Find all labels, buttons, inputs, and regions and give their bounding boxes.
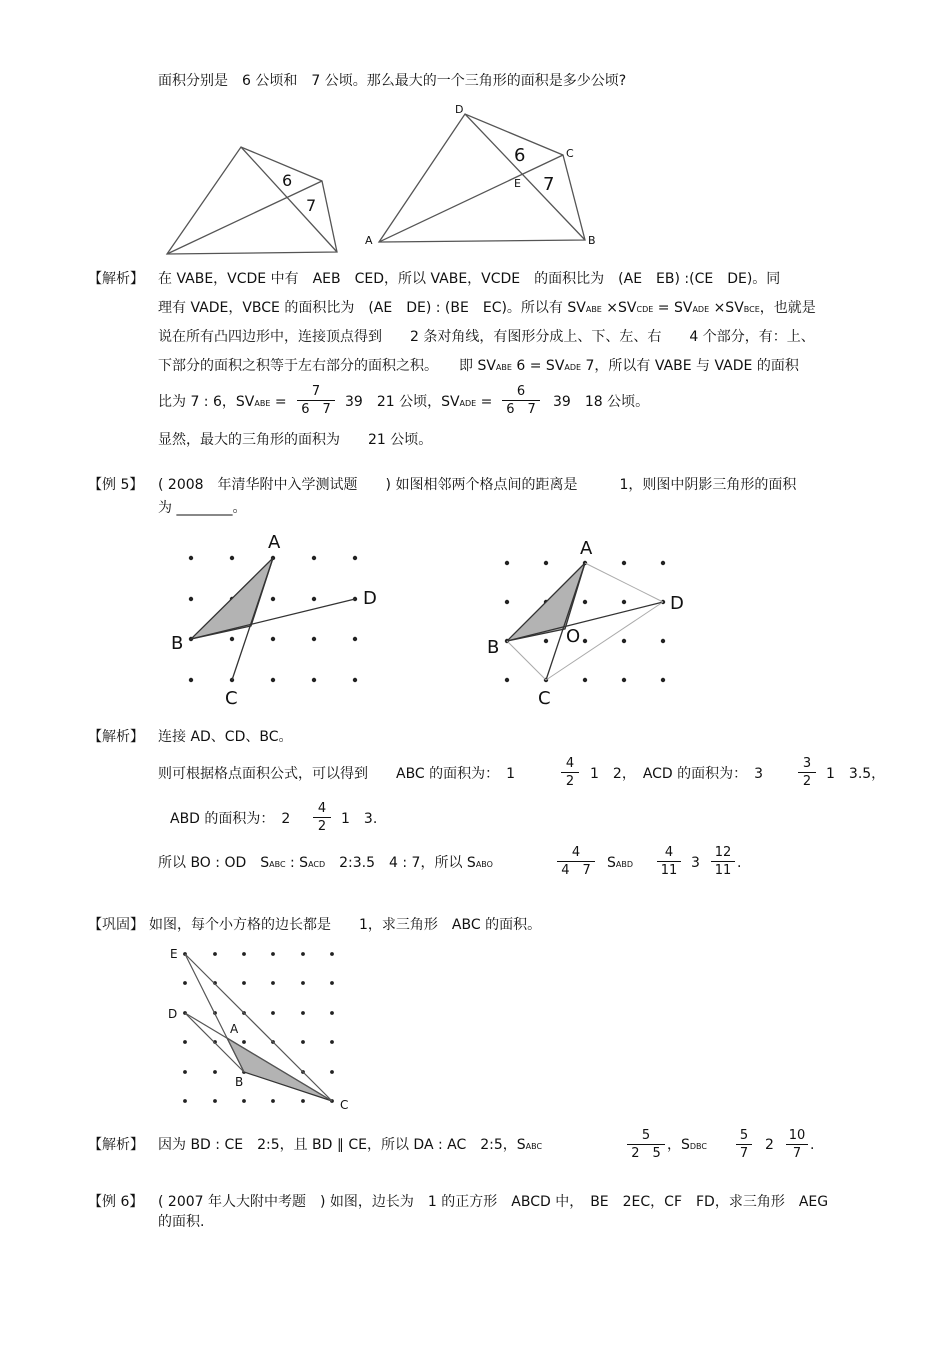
solution3-line1d: .	[810, 1137, 815, 1153]
fig1-right-label-6: 6	[514, 145, 526, 166]
solution1-line1: 在 VABE，VCDE 中有 AEB CED，所以 VABE，VCDE 的面积比为 (AE EB) :(CE DE)。同	[158, 271, 781, 287]
example5-tag: 【例 5】	[88, 477, 144, 493]
solution1-line3: 说在所有凸四边形中，连接顶点得到 2 条对角线，有图形分成上、下、左、右 4 个部分，有：上、	[158, 329, 815, 345]
fig2-right-label-C: C	[538, 688, 551, 709]
solution3-fraction-5-over-7b: 5 7	[736, 1128, 752, 1161]
solution2-line4-three: 3	[691, 855, 700, 871]
fig3-label-E: E	[170, 947, 178, 961]
solution2-line2b: 1 2， ACD 的面积为： 3	[590, 766, 764, 782]
fig2-right-label-A: A	[580, 538, 593, 559]
solution2-line1: 连接 AD、CD、BC。	[158, 729, 293, 745]
fig1-left-label-7: 7	[306, 196, 317, 215]
solution1-line5-mid: 39 21 公顷，SVADE =	[345, 394, 493, 410]
fig2-left-label-A: A	[268, 532, 281, 553]
fig1-right-label-7: 7	[543, 174, 555, 195]
example6-tag: 【例 6】	[88, 1194, 144, 1210]
solution2-fraction-4-over-11: 4 11	[657, 845, 681, 878]
solution2-fraction-acd: 3 2	[798, 756, 816, 789]
fig2-left-label-D: D	[363, 588, 377, 609]
fig1-right-label-A: A	[365, 234, 373, 247]
fig3-label-B: B	[235, 1075, 244, 1089]
solution2-line3a: ABD 的面积为： 2	[170, 811, 291, 827]
solution1-fraction-6-over-13: 6 6 7	[502, 384, 540, 417]
solution3-fraction-10-over-7: 10 7	[786, 1128, 808, 1161]
solution3-tag: 【解析】	[88, 1137, 144, 1153]
solution2-fraction-12-over-11: 12 11	[711, 845, 735, 878]
fig2-left-label-C: C	[225, 688, 238, 709]
solution3-fraction-5-over-7: 5 2 5	[627, 1128, 665, 1161]
fig1-left-label-6: 6	[282, 171, 293, 190]
intro-text: 面积分别是 6 公顷和 7 公顷。那么最大的一个三角形的面积是多少公顷?	[158, 73, 627, 89]
solution2-line4: 所以 BO : OD SABC : SACD 2:3.5 4 : 7，所以 SABO	[158, 855, 493, 871]
solution2-fraction-abd: 4 2	[313, 801, 331, 834]
fig3-label-D: D	[168, 1007, 178, 1021]
example6-line2: 的面积.	[158, 1214, 205, 1230]
solution1-line5: 比为 7 : 6，SVABE =	[158, 394, 287, 410]
example5-line2: 为 ________。	[158, 500, 247, 516]
solution2-line4-sabd: SABD	[607, 855, 634, 871]
fig3-label-A: A	[230, 1022, 239, 1036]
solution1-tag: 【解析】	[88, 271, 144, 287]
solution1-line5-end: 39 18 公顷。	[553, 394, 650, 410]
solution1-fraction-7-over-13: 7 6 7	[297, 384, 335, 417]
example5-line1: ( 2008 年清华附中入学测试题 ) 如图相邻两个格点间的距离是 1，则图中阴影三角形的面积	[158, 477, 797, 493]
solution3-line1b: ，SDBC	[667, 1137, 707, 1153]
fig2-right-label-B: B	[487, 637, 500, 658]
fig1-right-label-D: D	[455, 103, 464, 116]
fig2-right-label-D: D	[670, 593, 684, 614]
solution2-line4-end: .	[737, 855, 742, 871]
solution2-tag: 【解析】	[88, 729, 144, 745]
solution3-line1c: 2	[765, 1137, 774, 1153]
solution1-line4: 下部分的面积之积等于左右部分的面积之积。 即 SVABE 6 = SVADE 7，所以有 VABE 与 VADE 的面积	[158, 358, 799, 374]
solution2-line2a: 则可根据格点面积公式，可以得到 ABC 的面积为： 1	[158, 766, 516, 782]
solution1-line2: 理有 VADE，VBCE 的面积比为 (AE DE) : (BE EC)。所以有 SVABE ×SVCDE = SVADE ×SVBCE，也就是	[158, 300, 816, 316]
solution1-line6: 显然，最大的三角形的面积为 21 公顷。	[158, 432, 433, 448]
fig3-label-C: C	[340, 1098, 349, 1112]
solution2-line2c: 1 3.5，	[826, 766, 886, 782]
solution2-fraction-abc: 4 2	[561, 756, 579, 789]
fig1-right-label-B: B	[588, 234, 596, 247]
consolidate-tag: 【巩固】	[88, 917, 144, 933]
fig2-left-label-B: B	[171, 633, 184, 654]
consolidate-line1: 如图，每个小方格的边长都是 1，求三角形 ABC 的面积。	[149, 917, 542, 933]
solution3-line1a: 因为 BD : CE 2:5，且 BD ∥ CE，所以 DA : AC 2:5，SABC	[158, 1137, 543, 1153]
solution2-line3b: 1 3.	[341, 811, 378, 827]
example6-line1: ( 2007 年人大附中考题 ) 如图，边长为 1 的正方形 ABCD 中， BE 2EC，CF FD，求三角形 AEG	[158, 1194, 829, 1210]
fig2-right-label-O: O	[566, 626, 581, 647]
fig1-right-label-E: E	[514, 177, 521, 190]
solution2-fraction-abo: 4 4 7	[557, 845, 595, 878]
fig1-right-label-C: C	[566, 147, 574, 160]
